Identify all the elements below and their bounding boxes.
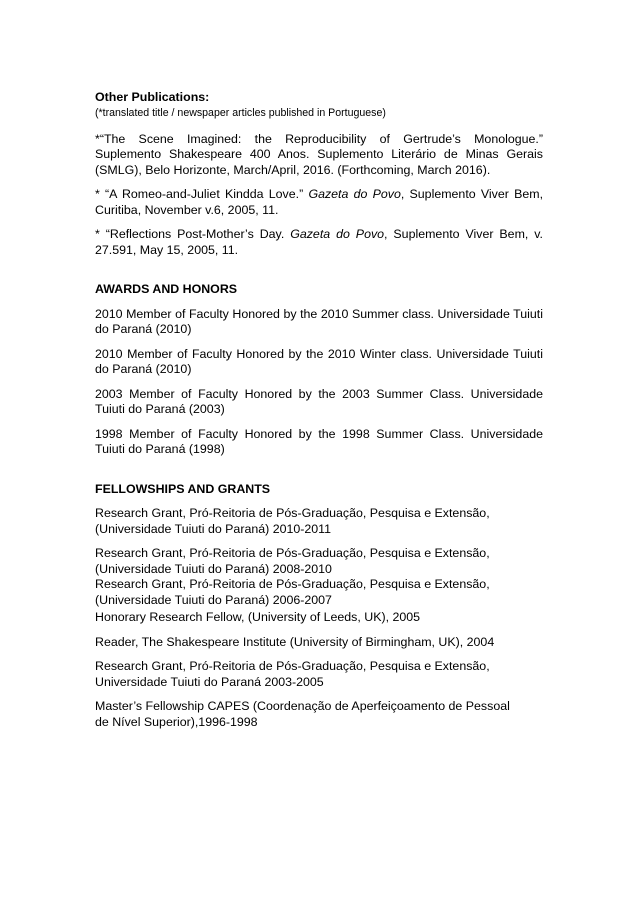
- other-publications-heading: Other Publications:: [95, 90, 210, 104]
- fellowship-item: [95, 506, 543, 537]
- award-item: 1998 Member of Faculty Honored by the 1998 Summer Class. Universidade Tuiuti do Paraná (1998): [95, 426, 543, 456]
- fellowship-line: Research Grant, Pró-Reitoria de Pós-Graduação, Pesquisa e Extensão,: [95, 546, 490, 560]
- fellowship-line: Honorary Research Fellow, (University of Leeds, UK), 2005: [95, 610, 421, 624]
- award-item: 2010 Member of Faculty Honored by the 2010 Summer class. Universidade Tuiuti do Paraná (2010): [95, 306, 543, 336]
- fellowship-item: [95, 659, 543, 690]
- fellowships-heading: FELLOWSHIPS AND GRANTS: [95, 481, 271, 496]
- fellowship-line: (Universidade Tuiuti do Paraná) 2008-2010: [95, 561, 332, 576]
- awards-heading: AWARDS AND HONORS: [95, 282, 238, 296]
- publication-venue: Gazeta do Povo: [308, 187, 401, 201]
- fellowship-line: Universidade Tuiuti do Paraná 2003-2005: [95, 674, 324, 689]
- award-item: 2003 Member of Faculty Honored by the 2003 Summer Class. Universidade Tuiuti do Paraná (2003): [95, 386, 543, 416]
- fellowship-line: de Nível Superior),1996-1998: [95, 714, 258, 729]
- publication-text: * “A Romeo-and-Juliet Kindda Love.”: [95, 187, 309, 201]
- fellowship-line: Research Grant, Pró-Reitoria de Pós-Graduação, Pesquisa e Extensão,: [95, 659, 490, 673]
- publication-item: [95, 187, 543, 218]
- fellowship-line: (Universidade Tuiuti do Paraná) 2006-2007: [95, 592, 332, 607]
- fellowship-line: Master’s Fellowship CAPES (Coordenação de Aperfeiçoamento de Pessoal: [95, 699, 510, 713]
- fellowship-item: [95, 610, 543, 626]
- fellowship-item: [95, 699, 543, 730]
- fellowship-item: [95, 577, 543, 608]
- publication-text: * “Reflections Post-Mother’s Day.: [95, 227, 291, 241]
- fellowship-line: (Universidade Tuiuti do Paraná) 2010-2011: [95, 521, 332, 536]
- fellowship-line: Research Grant, Pró-Reitoria de Pós-Graduação, Pesquisa e Extensão,: [95, 506, 490, 520]
- publication-text: , Suplemento Viver Bem, Curitiba, November v.6, 2005, 11.: [95, 187, 544, 217]
- publication-text: , Suplemento Viver Bem, v. 27.591, May 15, 2005, 11.: [95, 227, 543, 257]
- fellowship-line: Reader, The Shakespeare Institute (University of Birmingham, UK), 2004: [95, 634, 495, 649]
- document-page: [95, 90, 543, 730]
- publication-venue: Gazeta do Povo: [290, 227, 385, 241]
- fellowship-item: [95, 546, 543, 577]
- award-item: 2010 Member of Faculty Honored by the 2010 Winter class. Universidade Tuiuti do Paraná (2010): [95, 346, 543, 376]
- fellowship-item: [95, 635, 543, 651]
- other-publications-note: (*translated title / newspaper articles published in Portuguese): [95, 106, 386, 119]
- publication-item: *“The Scene Imagined: the Reproducibility of Gertrude’s Monologue.” Suplemento Shakespeare 400 Anos. Suplemento Literário de Minas Gerais (SMLG), Belo Horizonte, March/April, 2016. (Forthcoming, March 2016).: [95, 131, 543, 177]
- publication-item: [95, 227, 543, 258]
- fellowship-line: Research Grant, Pró-Reitoria de Pós-Graduação, Pesquisa e Extensão,: [95, 577, 490, 591]
